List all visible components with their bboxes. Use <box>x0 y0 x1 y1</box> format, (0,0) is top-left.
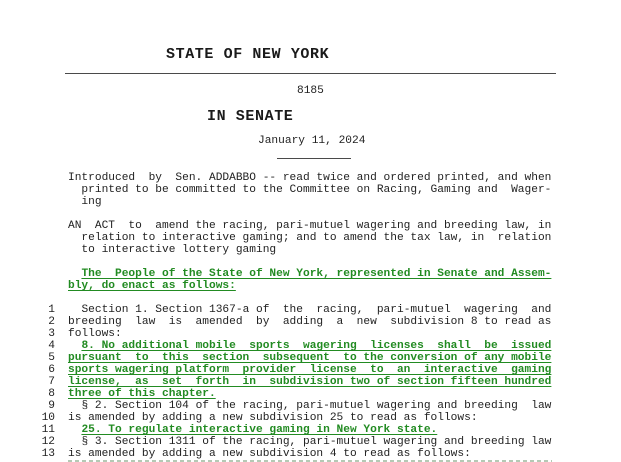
paragraph-line <box>0 268 621 280</box>
line-number: 9 <box>48 400 55 412</box>
line-text: three of this chapter. <box>68 388 216 400</box>
bill-number: 8185 <box>297 85 324 97</box>
bill-line <box>0 436 621 448</box>
chamber-title: IN SENATE <box>207 108 294 125</box>
line-number: 3 <box>48 328 55 340</box>
bill-line <box>0 412 621 424</box>
sponsor-paragraph <box>0 172 621 208</box>
line-number: 5 <box>48 352 55 364</box>
bill-line <box>0 424 621 436</box>
line-number: 12 <box>41 436 55 448</box>
line-number: 1 <box>48 304 55 316</box>
paragraph-line: AN ACT to amend the racing, pari-mutuel wagering and breeding law, in <box>68 220 552 232</box>
line-number: 13 <box>41 448 55 460</box>
enacting-clause-text: The People of the State of New York, represented in Senate and Assem- <box>81 268 552 280</box>
line-text: pursuant to this section subsequent to the conversion of any mobile <box>68 352 552 364</box>
line-number: 8 <box>48 388 55 400</box>
blank-line <box>0 256 621 268</box>
line-text: sports wagering platform provider license to an interactive gaming <box>68 364 552 376</box>
introduction-date: January 11, 2024 <box>258 135 366 147</box>
state-title: STATE OF NEW YORK <box>166 46 330 63</box>
paragraph-line <box>0 280 621 292</box>
bill-line <box>0 340 621 352</box>
line-text: license, as set forth in subdivision two of section fifteen hundred <box>68 376 552 388</box>
act-clause <box>0 220 621 256</box>
line-text: is amended by adding a new subdivision 4 to read as follows: <box>68 448 471 460</box>
line-number: 10 <box>41 412 55 424</box>
date-divider-rule <box>277 158 351 159</box>
line-number: 4 <box>48 340 55 352</box>
numbered-bill-lines <box>0 304 621 460</box>
line-text: breeding law is amended by adding a new subdivision 8 to read as <box>68 316 552 328</box>
paragraph-line: Introduced by Sen. ADDABBO -- read twice and ordered printed, and when <box>68 172 552 184</box>
blank-line <box>0 208 621 220</box>
line-text: § 2. Section 104 of the racing, pari-mutuel wagering and breeding law <box>81 400 552 412</box>
line-number: 2 <box>48 316 55 328</box>
line-number: 7 <box>48 376 55 388</box>
bill-line <box>0 352 621 364</box>
paragraph-line: relation to interactive gaming; and to amend the tax law, in relation <box>68 232 552 244</box>
bill-line <box>0 364 621 376</box>
paragraph-line: to interactive lottery gaming <box>68 244 277 256</box>
line-text: follows: <box>68 328 122 340</box>
header-divider-rule <box>65 73 556 74</box>
paragraph-line: ing <box>68 196 102 208</box>
bill-line <box>0 448 621 460</box>
line-text: 8. No additional mobile sports wagering licenses shall be issued <box>81 340 552 352</box>
line-text: Section 1. Section 1367-a of the racing, pari-mutuel wagering and <box>81 304 552 316</box>
bill-line <box>0 304 621 316</box>
paragraph-line: printed to be committed to the Committee on Racing, Gaming and Wager- <box>68 184 552 196</box>
line-text: is amended by adding a new subdivision 25 to read as follows: <box>68 412 478 424</box>
enacting-clause <box>0 268 621 292</box>
enacting-clause-text: bly, do enact as follows: <box>68 280 236 292</box>
blank-line <box>0 292 621 304</box>
bill-line <box>0 328 621 340</box>
line-number: 11 <box>41 424 55 436</box>
document-body <box>0 172 621 460</box>
bill-line <box>0 376 621 388</box>
bill-line <box>0 400 621 412</box>
line-text: § 3. Section 1311 of the racing, pari-mutuel wagering and breeding law <box>81 436 552 448</box>
bill-line <box>0 388 621 400</box>
line-number: 6 <box>48 364 55 376</box>
line-text: 25. To regulate interactive gaming in New York state. <box>81 424 438 436</box>
bill-line <box>0 316 621 328</box>
